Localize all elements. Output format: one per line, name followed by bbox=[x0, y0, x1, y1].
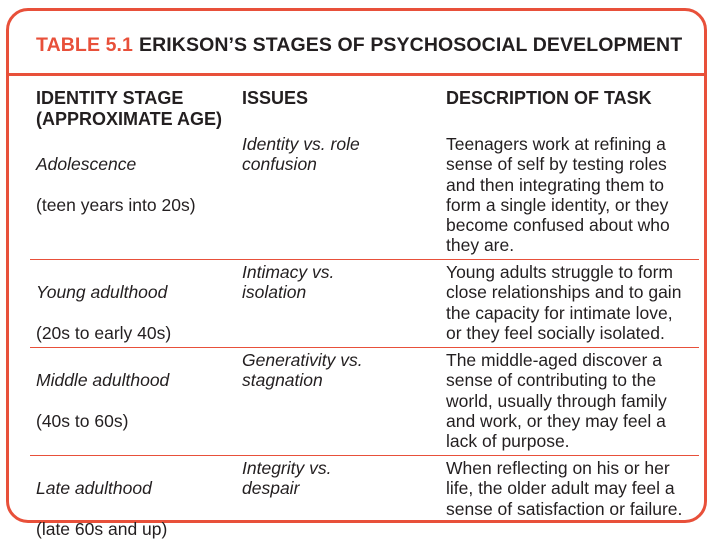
stage-age: (late 60s and up) bbox=[36, 518, 168, 539]
table-row-issue: Generativity vs. stagnation bbox=[242, 350, 363, 391]
table-row-stage bbox=[36, 350, 169, 431]
table-row-stage bbox=[36, 134, 196, 215]
row-divider bbox=[30, 259, 699, 260]
stage-name: Adolescence bbox=[36, 154, 137, 175]
header-stage: IDENTITY STAGE (APPROXIMATE AGE) bbox=[36, 88, 223, 129]
table-row-issue: Integrity vs. despair bbox=[242, 458, 332, 499]
table-title bbox=[36, 34, 682, 57]
row-divider bbox=[30, 347, 699, 348]
header-issues: ISSUES bbox=[242, 88, 309, 108]
table-row-stage bbox=[36, 458, 167, 539]
table-title-text: ERIKSON’S STAGES OF PSYCHOSOCIAL DEVELOPMENT bbox=[138, 34, 683, 56]
table-number: TABLE 5.1 bbox=[36, 34, 133, 56]
stage-age: (20s to early 40s) bbox=[36, 322, 172, 343]
table-row-task: Teenagers work at refining a sense of self by testing roles and then integrating them to form a single identity, or they become confused about who they are. bbox=[446, 134, 670, 256]
title-rule bbox=[9, 73, 704, 76]
table-row-task: Young adults struggle to form close relationships and to gain the capacity for intimate love, or they feel socially isolated. bbox=[446, 262, 682, 343]
table-row-task: When reflecting on his or her life, the older adult may feel a sense of satisfaction or failure. bbox=[446, 458, 683, 519]
stage-age: (teen years into 20s) bbox=[36, 194, 196, 215]
stage-name: Middle adulthood bbox=[36, 370, 170, 391]
table-row-issue: Identity vs. role confusion bbox=[242, 134, 360, 175]
header-task: DESCRIPTION OF TASK bbox=[446, 88, 652, 108]
table-row-stage bbox=[36, 262, 171, 343]
row-divider bbox=[30, 455, 699, 456]
table-row-issue: Intimacy vs. isolation bbox=[242, 262, 335, 303]
stage-name: Young adulthood bbox=[36, 282, 168, 303]
stage-age: (40s to 60s) bbox=[36, 410, 129, 431]
stage-name: Late adulthood bbox=[36, 478, 152, 499]
table-row-task: The middle-aged discover a sense of contributing to the world, usually through family and work, or they may feel a lack of purpose. bbox=[446, 350, 667, 452]
